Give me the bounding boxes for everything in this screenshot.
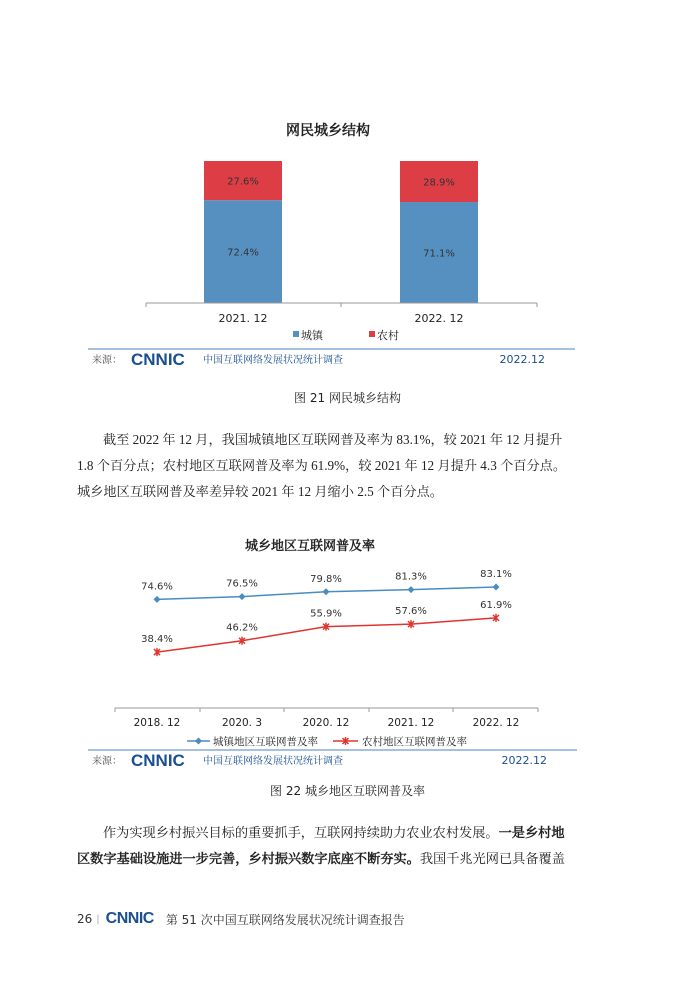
x-tick-label: 2022. 12 — [472, 717, 520, 729]
x-tick-label: 2021. 12 — [218, 312, 268, 325]
urban-rural-structure-chart — [88, 105, 575, 370]
chart-title: 网民城乡结构 — [286, 123, 370, 139]
source-date: 2022.12 — [499, 353, 545, 366]
paragraph-line: 1.8 个百分点；农村地区互联网普及率为 61.9%，较 2021 年 12 月提升 4.3 个百分点。 — [77, 458, 567, 473]
report-title: 第 51 次中国互联网络发展状况统计调查报告 — [165, 912, 405, 927]
legend-marker — [195, 738, 202, 745]
source-label: 来源： — [92, 756, 122, 767]
data-label: 74.6% — [141, 581, 173, 593]
legend-swatch — [369, 331, 375, 337]
legend-swatch — [293, 331, 299, 337]
paragraph-line: 区数字基础设施进一步完善，乡村振兴数字底座不断夯实。我国千兆光网已具备覆盖 — [77, 851, 565, 866]
data-label: 38.4% — [141, 634, 173, 646]
page-footer — [77, 910, 405, 928]
urban-data-point — [493, 584, 500, 591]
data-label: 55.9% — [310, 608, 342, 620]
figure-22-caption: 图 22 城乡地区互联网普及率 — [270, 784, 425, 798]
data-label: 61.9% — [480, 599, 512, 611]
source-org: 中国互联网络发展状况统计调查 — [203, 756, 343, 767]
x-tick-label: 2018. 12 — [133, 717, 181, 729]
internet-penetration-chart — [88, 525, 578, 775]
x-tick-label: 2022. 12 — [414, 312, 464, 325]
chart-title: 城乡地区互联网普及率 — [244, 539, 376, 554]
legend-label: 城镇地区互联网普及率 — [213, 736, 318, 748]
paragraph-line: 截至 2022 年 12 月，我国城镇地区互联网普及率为 83.1%，较 2021 年 12 月提升 — [103, 432, 563, 447]
data-label: 81.3% — [395, 571, 427, 583]
legend-label: 农村地区互联网普及率 — [362, 736, 467, 748]
footer-separator: | — [96, 913, 100, 925]
urban-data-point — [408, 586, 415, 593]
figure-21-caption: 图 21 网民城乡结构 — [294, 391, 401, 405]
data-label: 76.5% — [226, 578, 258, 590]
urban-data-point — [154, 596, 161, 603]
legend-label: 城镇 — [301, 329, 323, 342]
bar-value-label: 72.4% — [227, 247, 259, 259]
source-label: 来源： — [92, 355, 122, 366]
data-label: 79.8% — [310, 573, 342, 585]
data-label: 83.1% — [480, 569, 512, 581]
x-tick-label: 2020. 3 — [221, 717, 263, 729]
urban-data-point — [239, 593, 246, 600]
bar-value-label: 28.9% — [423, 177, 455, 189]
urban-data-point — [323, 588, 330, 595]
page-number: 26 — [77, 912, 93, 926]
source-org: 中国互联网络发展状况统计调查 — [203, 355, 343, 366]
bar-value-label: 71.1% — [423, 248, 455, 260]
x-tick-label: 2020. 12 — [302, 717, 350, 729]
source-date: 2022.12 — [501, 754, 547, 767]
paragraph-rural-development — [77, 820, 677, 872]
paragraph-line: 作为实现乡村振兴目标的重要抓手，互联网持续助力农业农村发展。一是乡村地 — [103, 825, 565, 840]
legend-label: 农村 — [377, 329, 399, 342]
paragraph-urban-rural-rates — [77, 427, 677, 505]
data-label: 57.6% — [395, 606, 427, 618]
paragraph-line: 城乡地区互联网普及率差异较 2021 年 12 月缩小 2.5 个百分点。 — [77, 484, 443, 499]
x-tick-label: 2021. 12 — [387, 717, 435, 729]
cnnic-logo: CNNIC — [131, 751, 185, 770]
data-label: 46.2% — [226, 622, 258, 634]
cnnic-logo: CNNIC — [131, 350, 185, 369]
cnnic-logo: CNNIC — [105, 910, 154, 927]
bar-value-label: 27.6% — [227, 176, 259, 188]
